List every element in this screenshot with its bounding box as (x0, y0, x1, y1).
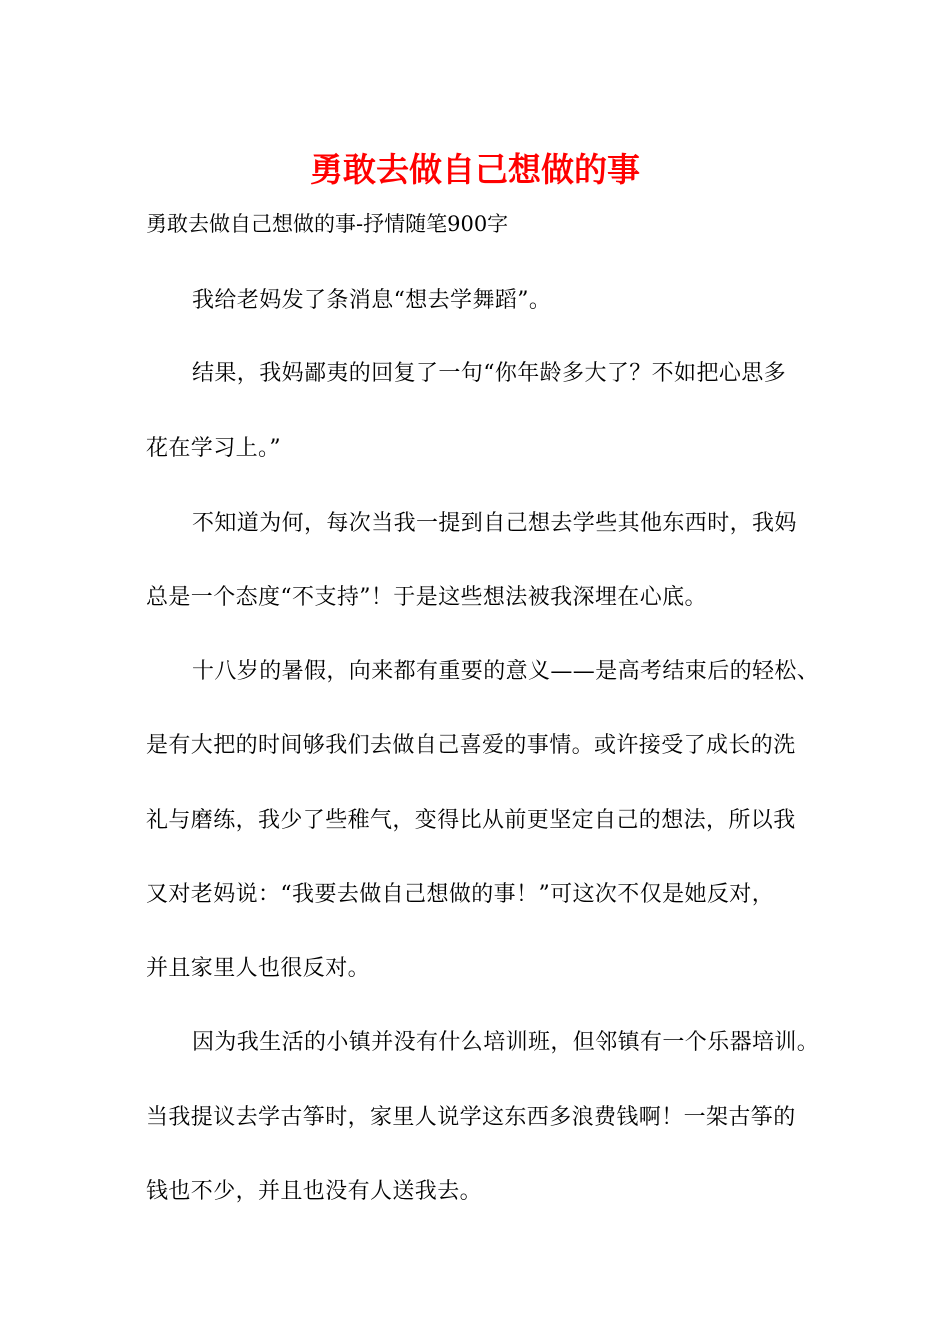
paragraph-line: 又对老妈说：“我要去做自己想做的事！”可这次不仅是她反对， (146, 882, 775, 907)
paragraph-line: 我给老妈发了条消息“想去学舞蹈”。 (192, 288, 552, 313)
paragraph-line: 花在学习上。” (146, 436, 282, 461)
paragraph-line: 不知道为何，每次当我一提到自己想去学些其他东西时，我妈 (192, 511, 797, 536)
paragraph-line: 是有大把的时间够我们去做自己喜爱的事情。或许接受了成长的洗 (146, 733, 796, 758)
paragraph-line: 结果，我妈鄙夷的回复了一句“你年龄多大了？不如把心思多 (192, 361, 787, 386)
paragraph-line: 因为我生活的小镇并没有什么培训班，但邻镇有一个乐器培训。 (192, 1030, 820, 1055)
document-title: 勇敢去做自己想做的事 (310, 150, 640, 189)
paragraph-line: 钱也不少，并且也没有人送我去。 (146, 1179, 483, 1204)
paragraph-line: 当我提议去学古筝时，家里人说学这东西多浪费钱啊！一架古筝的 (146, 1105, 796, 1130)
paragraph-line: 并且家里人也很反对。 (146, 956, 371, 981)
paragraph-line: 礼与磨练，我少了些稚气，变得比从前更坚定自己的想法，所以我 (146, 808, 796, 833)
document-subtitle: 勇敢去做自己想做的事-抒情随笔900字 (146, 212, 509, 236)
paragraph-line: 十八岁的暑假，向来都有重要的意义——是高考结束后的轻松、 (192, 659, 820, 684)
paragraph-line: 总是一个态度“不支持”！于是这些想法被我深埋在心底。 (146, 585, 707, 610)
